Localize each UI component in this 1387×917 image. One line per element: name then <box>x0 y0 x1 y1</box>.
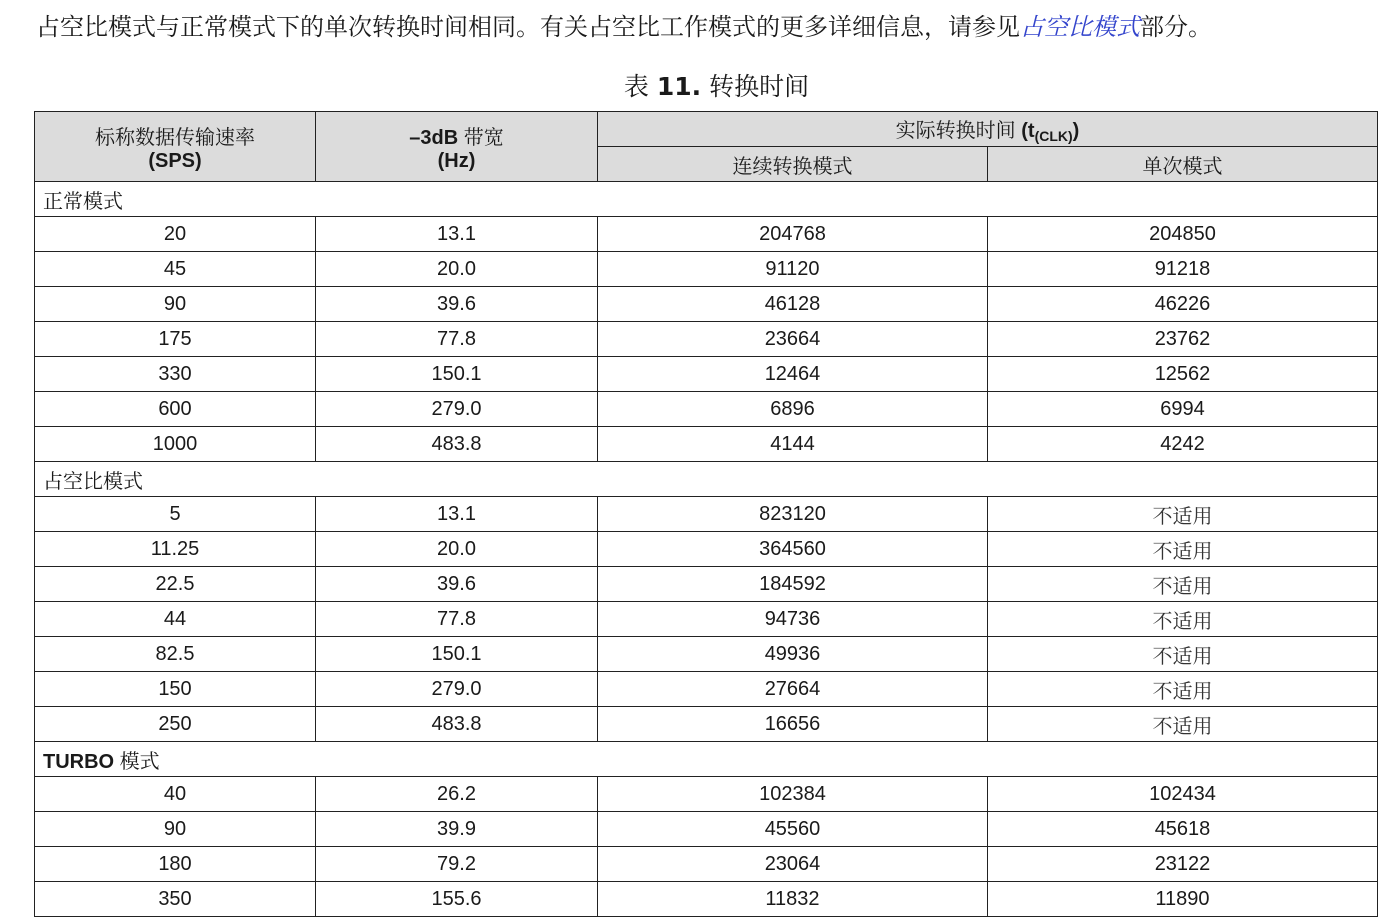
table-cell: 6896 <box>598 392 988 427</box>
table-body <box>35 182 1378 917</box>
header-bandwidth <box>316 112 598 182</box>
table-cell: 90 <box>35 812 316 847</box>
table-cell: 4144 <box>598 427 988 462</box>
intro-paragraph <box>36 10 1212 44</box>
table-caption <box>0 70 1387 104</box>
table-cell: 279.0 <box>316 392 598 427</box>
table-cell: 不适用 <box>988 567 1378 602</box>
table-row <box>35 637 1378 672</box>
table-cell: 102434 <box>988 777 1378 812</box>
table-cell: 26.2 <box>316 777 598 812</box>
table-cell: 11890 <box>988 882 1378 917</box>
header-conversion-close: ) <box>1072 120 1080 142</box>
table-row <box>35 567 1378 602</box>
table-cell: 184592 <box>598 567 988 602</box>
table-row <box>35 392 1378 427</box>
table-cell: 1000 <box>35 427 316 462</box>
table-row <box>35 707 1378 742</box>
table-cell: 46128 <box>598 287 988 322</box>
table-cell: 13.1 <box>316 497 598 532</box>
table-cell: 40 <box>35 777 316 812</box>
table-cell: 150.1 <box>316 357 598 392</box>
header-conversion-sub: (CLK) <box>1034 128 1073 144</box>
table-row <box>35 602 1378 637</box>
table-row <box>35 882 1378 917</box>
table-row <box>35 812 1378 847</box>
table-cell: 82.5 <box>35 637 316 672</box>
header-conversion-time <box>598 112 1378 147</box>
table-cell: 45618 <box>988 812 1378 847</box>
table-cell: 不适用 <box>988 637 1378 672</box>
table-cell: 13.1 <box>316 217 598 252</box>
table-cell: 27664 <box>598 672 988 707</box>
intro-text-end: 部分。 <box>1140 13 1212 41</box>
table-cell: 20 <box>35 217 316 252</box>
table-row <box>35 322 1378 357</box>
section-title <box>35 462 1378 497</box>
table-cell: 5 <box>35 497 316 532</box>
section-title-bold: TURBO <box>43 750 115 773</box>
table-row <box>35 672 1378 707</box>
header-bandwidth-db: –3dB <box>409 126 459 149</box>
table-cell: 94736 <box>598 602 988 637</box>
table-cell: 不适用 <box>988 707 1378 742</box>
intro-text: 占空比模式与正常模式下的单次转换时间相同。有关占空比工作模式的更多详细信息，请参见 <box>36 13 1020 41</box>
conversion-time-table <box>34 111 1378 917</box>
table-cell: 600 <box>35 392 316 427</box>
table-cell: 150.1 <box>316 637 598 672</box>
table-cell: 91218 <box>988 252 1378 287</box>
table-row <box>35 217 1378 252</box>
table-row <box>35 847 1378 882</box>
table-cell: 204850 <box>988 217 1378 252</box>
table-cell: 330 <box>35 357 316 392</box>
table-row <box>35 252 1378 287</box>
table-cell: 77.8 <box>316 322 598 357</box>
header-data-rate-unit: (SPS) <box>148 149 202 172</box>
table-cell: 不适用 <box>988 497 1378 532</box>
table-cell: 不适用 <box>988 602 1378 637</box>
section-title-text: 占空比模式 <box>43 468 143 493</box>
table-cell: 22.5 <box>35 567 316 602</box>
table-cell: 155.6 <box>316 882 598 917</box>
table-cell: 23064 <box>598 847 988 882</box>
table-row <box>35 287 1378 322</box>
header-bandwidth-unit: (Hz) <box>437 149 476 172</box>
table-cell: 11.25 <box>35 532 316 567</box>
header-conversion-label: 实际转换时间 <box>895 118 1016 142</box>
table-cell: 39.6 <box>316 567 598 602</box>
header-single-shot-mode: 单次模式 <box>988 147 1378 182</box>
header-data-rate-label: 标称数据传输速率 <box>95 124 255 149</box>
section-row <box>35 462 1378 497</box>
table-cell: 12562 <box>988 357 1378 392</box>
table-cell: 23762 <box>988 322 1378 357</box>
table-cell: 91120 <box>598 252 988 287</box>
caption-prefix: 表 <box>623 72 649 101</box>
table-cell: 不适用 <box>988 672 1378 707</box>
table-cell: 4242 <box>988 427 1378 462</box>
section-row <box>35 182 1378 217</box>
table-cell: 12464 <box>598 357 988 392</box>
section-title <box>35 742 1378 777</box>
table-cell: 6994 <box>988 392 1378 427</box>
table-row <box>35 497 1378 532</box>
table-cell: 250 <box>35 707 316 742</box>
table-row <box>35 427 1378 462</box>
table-cell: 483.8 <box>316 707 598 742</box>
section-row <box>35 742 1378 777</box>
table-cell: 20.0 <box>316 532 598 567</box>
table-cell: 90 <box>35 287 316 322</box>
table-cell: 279.0 <box>316 672 598 707</box>
header-conversion-open: ( <box>1021 120 1028 142</box>
table-cell: 77.8 <box>316 602 598 637</box>
table-cell: 11832 <box>598 882 988 917</box>
table-cell: 49936 <box>598 637 988 672</box>
table-cell: 204768 <box>598 217 988 252</box>
duty-cycle-link[interactable]: 占空比模式 <box>1020 13 1140 41</box>
table-cell: 44 <box>35 602 316 637</box>
table-cell: 364560 <box>598 532 988 567</box>
table-cell: 23122 <box>988 847 1378 882</box>
table-cell: 175 <box>35 322 316 357</box>
table-cell: 39.9 <box>316 812 598 847</box>
table-row <box>35 357 1378 392</box>
table-cell: 23664 <box>598 322 988 357</box>
table-cell: 180 <box>35 847 316 882</box>
table-cell: 45560 <box>598 812 988 847</box>
caption-number: 11. <box>656 72 702 101</box>
table-row <box>35 532 1378 567</box>
header-bandwidth-label: 带宽 <box>463 124 504 149</box>
section-title <box>35 182 1378 217</box>
table-cell: 46226 <box>988 287 1378 322</box>
header-continuous-mode: 连续转换模式 <box>598 147 988 182</box>
table-cell: 350 <box>35 882 316 917</box>
table-cell: 79.2 <box>316 847 598 882</box>
section-title-text: 模式 <box>119 748 160 773</box>
table-cell: 150 <box>35 672 316 707</box>
table-cell: 不适用 <box>988 532 1378 567</box>
table-cell: 102384 <box>598 777 988 812</box>
table-cell: 39.6 <box>316 287 598 322</box>
header-conversion-symbol: t <box>1027 120 1035 142</box>
table-cell: 823120 <box>598 497 988 532</box>
table-cell: 16656 <box>598 707 988 742</box>
header-data-rate <box>35 112 316 182</box>
table-cell: 20.0 <box>316 252 598 287</box>
table-row <box>35 777 1378 812</box>
table-cell: 45 <box>35 252 316 287</box>
caption-title: 转换时间 <box>709 72 810 101</box>
table-cell: 483.8 <box>316 427 598 462</box>
section-title-text: 正常模式 <box>43 188 123 213</box>
